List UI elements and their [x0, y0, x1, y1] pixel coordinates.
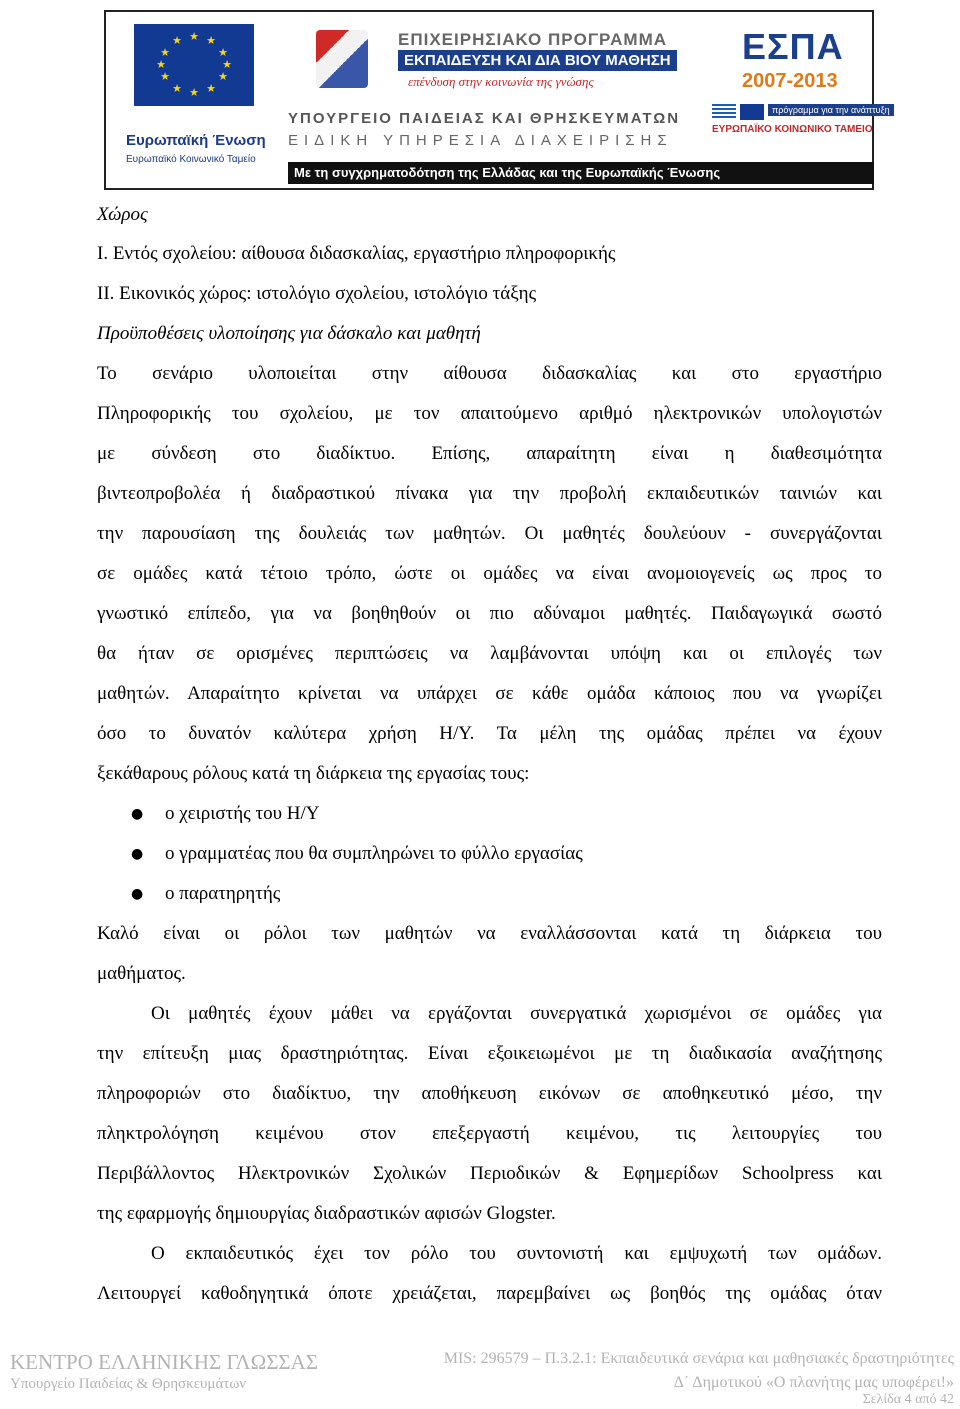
ministry-name: ΥΠΟΥΡΓΕΙΟ ΠΑΙΔΕΙΑΣ ΚΑΙ ΘΡΗΣΚΕΥΜΑΤΩΝ — [288, 110, 681, 127]
space-item: I. Εντός σχολείου: αίθουσα διδασκαλίας, εργαστήριο πληροφορικής — [97, 243, 616, 264]
paragraph-line: με σύνδεση στο διαδίκτυο. Επίσης, απαραίτητη είναι η διαθεσιμότητα — [97, 443, 882, 464]
paragraph-line: μαθήματος. — [97, 963, 186, 984]
paragraph-line: όσο το δυνατόν καλύτερα χρήση Η/Υ. Τα μέλη της ομάδας πρέπει να έχουν — [97, 723, 882, 744]
paragraph-line: Λειτουργεί καθοδηγητικά όποτε χρειάζεται, παρεμβαίνει ως βοηθός της ομάδας όταν — [97, 1283, 882, 1304]
paragraph-line: σε ομάδες κατά τέτοιο τρόπο, ώστε οι ομάδες να είναι ανομοιογενείς ως προς το — [97, 563, 882, 584]
footer-scenario: Δ΄ Δημοτικού «Ο πλανήτης μας υποφέρει!» — [673, 1374, 954, 1391]
paragraph-line: της εφαρμογής δημιουργίας διαδραστικών αφισών Glogster. — [97, 1203, 556, 1224]
espa-logo — [702, 20, 890, 140]
espa-title: ΕΣΠΑ — [742, 26, 844, 67]
list-item: ● ο χειριστής του Η/Υ — [97, 794, 882, 834]
paragraph-line: Ο εκπαιδευτικός έχει τον ρόλο του συντονιστή και εμψυχωτή των ομάδων. — [151, 1243, 882, 1264]
page-number: Σελίδα 4 από 42 — [862, 1392, 954, 1407]
operational-programme-logo — [288, 20, 688, 160]
eu-flag-icon: ★ ★ ★ ★ ★ ★ ★ ★ ★ ★ ★ ★ — [134, 24, 254, 106]
footer-project: MIS: 296579 – Π.3.2.1: Εκπαιδευτικά σενάρια και μαθησιακές δραστηριότητες — [443, 1350, 954, 1367]
paragraph-line: πληκτρολόγηση κειμένου στον επεξεργαστή κειμένου, τις λειτουργίες του — [97, 1123, 882, 1144]
cofinancing-bar: Με τη συγχρηματοδότηση της Ελλάδας και της Ευρωπαϊκής Ένωσης — [288, 162, 874, 184]
espa-fund: ΕΥΡΩΠΑΪΚΟ ΚΟΙΝΩΝΙΚΟ ΤΑΜΕΙΟ — [712, 124, 873, 135]
prerequisites-heading: Προϋποθέσεις υλοποίησης για δάσκαλο και μαθητή — [97, 323, 481, 344]
space-item: II. Εικονικός χώρος: ιστολόγιο σχολείου, ιστολόγιο τάξης — [97, 283, 537, 304]
space-heading: Χώρος — [97, 204, 148, 225]
espa-slogan: πρόγραμμα για την ανάπτυξη — [768, 104, 894, 116]
teacher-paragraph — [97, 1234, 882, 1314]
paragraph-line: Καλό είναι οι ρόλοι των μαθητών να εναλλάσσονται κατά τη διάρκεια του — [97, 923, 882, 944]
op-emblem-icon — [316, 30, 368, 88]
document-body — [97, 196, 882, 1314]
paragraph-line: γνωστικό επίπεδο, για να βοηθηθούν οι πιο αδύναμοι μαθητές. Παιδαγωγικά σωστό — [97, 603, 882, 624]
header-banner — [104, 10, 890, 190]
eu-logo — [126, 20, 276, 180]
collaboration-paragraph — [97, 994, 882, 1234]
paragraph-line: μαθητών. Απαραίτητο κρίνεται να υπάρχει σε κάθε ομάδα κάποιος που να γνωρίζει — [97, 683, 882, 704]
greek-flag-icon — [712, 104, 736, 120]
paragraph-line: θα ήταν σε ορισμένες περιπτώσεις να λαμβάνονται υπόψη και οι επιλογές των — [97, 643, 882, 664]
agency-name: ΕΙΔΙΚΗ ΥΠΗΡΕΣΙΑ ΔΙΑΧΕΙΡΙΣΗΣ — [288, 132, 673, 149]
op-title: ΕΠΙΧΕΙΡΗΣΙΑΚΟ ΠΡΟΓΡΑΜΜΑ — [398, 30, 668, 49]
rotation-paragraph — [97, 914, 882, 994]
espa-years: 2007-2013 — [742, 70, 838, 92]
paragraph-line: Πληροφορικής του σχολείου, με τον απαιτούμενο αριθμό ηλεκτρονικών υπολογιστών — [97, 403, 882, 424]
paragraph-line: ξεκάθαρους ρόλους κατά τη διάρκεια της εργασίας τους: — [97, 763, 530, 784]
footer-ministry: Υπουργείο Παιδείας & Θρησκευμάτων — [10, 1376, 246, 1392]
paragraph-line: Το σενάριο υλοποιείται στην αίθουσα διδασκαλίας και στο εργαστήριο — [97, 363, 882, 384]
eu-fund: Ευρωπαϊκό Κοινωνικό Ταμείο — [126, 154, 256, 165]
prerequisites-paragraph — [97, 354, 882, 794]
roles-list — [97, 794, 882, 914]
list-item: ● ο γραμματέας που θα συμπληρώνει το φύλλο εργασίας — [97, 834, 882, 874]
paragraph-line: βιντεοπροβολέα ή διαδραστικού πίνακα για την προβολή εκπαιδευτικών ταινιών και — [97, 483, 882, 504]
op-subtitle: ΕΚΠΑΙΔΕΥΣΗ ΚΑΙ ΔΙΑ ΒΙΟΥ ΜΑΘΗΣΗ — [398, 50, 677, 71]
eu-small-flag-icon — [740, 104, 764, 120]
eu-name: Ευρωπαϊκή Ένωση — [126, 132, 266, 149]
paragraph-line: Οι μαθητές έχουν μάθει να εργάζονται συνεργατικά χωρισμένοι σε ομάδες για — [151, 1003, 882, 1024]
paragraph-line: την παρουσίαση της δουλειάς των μαθητών. Οι μαθητές δουλεύουν - συνεργάζονται — [97, 523, 882, 544]
footer-org: ΚΕΝΤΡΟ ΕΛΛΗΝΙΚΗΣ ΓΛΩΣΣΑΣ — [10, 1350, 319, 1374]
paragraph-line: πληροφοριών στο διαδίκτυο, την αποθήκευση εικόνων σε αποθηκευτικό μέσο, την — [97, 1083, 882, 1104]
paragraph-line: την επίτευξη μιας δραστηριότητας. Είναι εξοικειωμένοι με τη διαδικασία αναζήτησης — [97, 1043, 882, 1064]
list-item: ● ο παρατηρητής — [97, 874, 882, 914]
paragraph-line: Περιβάλλοντος Ηλεκτρονικών Σχολικών Περιοδικών & Εφημερίδων Schoolpress και — [97, 1163, 882, 1184]
op-slogan: επένδυση στην κοινωνία της γνώσης — [408, 74, 594, 89]
page-footer — [0, 1346, 960, 1409]
